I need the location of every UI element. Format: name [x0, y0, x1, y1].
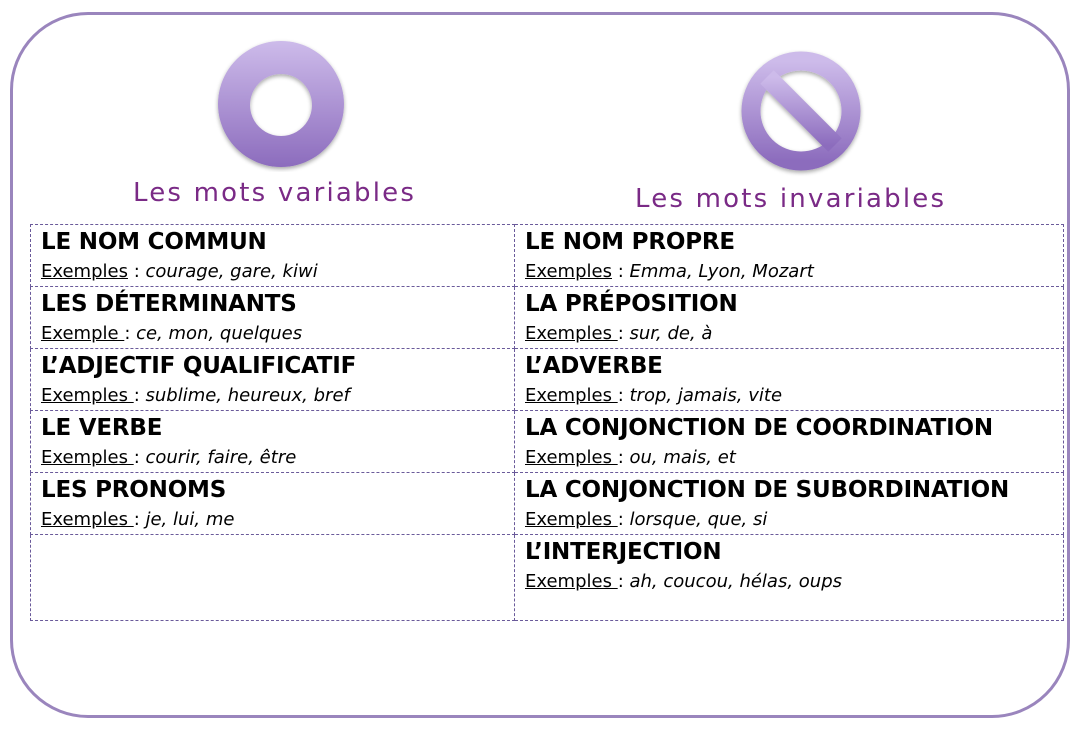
examples-line: [41, 506, 504, 534]
no-entry-icon: [734, 44, 868, 178]
cell-interjection: [515, 535, 1064, 621]
examples-line: [41, 444, 504, 472]
examples-separator: :: [611, 261, 630, 282]
examples-words: courir, faire, être: [145, 447, 297, 468]
item-title: LE NOM PROPRE: [525, 229, 735, 255]
examples-label: Exemples: [525, 447, 618, 468]
cell-determinants: [31, 287, 515, 349]
examples-line: [525, 506, 1053, 534]
examples-label: Exemples: [525, 571, 618, 592]
examples-separator: :: [133, 385, 146, 406]
examples-line: [525, 382, 1053, 410]
cell-coordination: [515, 411, 1064, 473]
examples-words: je, lui, me: [145, 509, 235, 530]
heading-variable-words: Les mots variables: [133, 178, 417, 208]
examples-line: [41, 258, 504, 286]
item-title: L’INTERJECTION: [525, 539, 722, 565]
cell-subordination: [515, 473, 1064, 535]
ring-icon: [214, 38, 348, 172]
examples-words: ce, mon, quelques: [136, 323, 303, 344]
examples-line: [525, 568, 1053, 596]
item-title: LA CONJONCTION DE COORDINATION: [525, 415, 993, 441]
item-title: LA CONJONCTION DE SUBORDINATION: [525, 477, 1010, 503]
cell-preposition: [515, 287, 1064, 349]
examples-label: Exemples: [525, 385, 618, 406]
cell-nom-propre: [515, 225, 1064, 287]
examples-words: Emma, Lyon, Mozart: [629, 261, 814, 282]
cell-pronoms: [31, 473, 515, 535]
examples-label: Exemples: [525, 323, 618, 344]
cell-verbe: [31, 411, 515, 473]
examples-line: [525, 320, 1053, 348]
table-row: [31, 349, 1064, 411]
heading-invariable-words: Les mots invariables: [635, 184, 947, 214]
examples-words: lorsque, que, si: [629, 509, 768, 530]
examples-line: [525, 258, 1053, 286]
word-classes-table: [30, 224, 1064, 621]
examples-label: Exemples: [41, 447, 134, 468]
examples-line: [525, 444, 1053, 472]
item-title: LES PRONOMS: [41, 477, 227, 503]
examples-separator: :: [127, 261, 146, 282]
examples-label: Exemples: [41, 509, 134, 530]
examples-separator: :: [617, 323, 630, 344]
table-row: [31, 225, 1064, 287]
item-title: L’ADJECTIF QUALIFICATIF: [41, 353, 357, 379]
table-row: [31, 287, 1064, 349]
cell-nom-commun: [31, 225, 515, 287]
cell-adjectif: [31, 349, 515, 411]
item-title: LA PRÉPOSITION: [525, 291, 738, 317]
item-title: LE NOM COMMUN: [41, 229, 267, 255]
examples-line: [41, 382, 504, 410]
examples-label: Exemples: [41, 261, 128, 282]
examples-separator: :: [617, 447, 630, 468]
item-title: LES DÉTERMINANTS: [41, 291, 297, 317]
examples-separator: :: [617, 571, 630, 592]
table-row: [31, 535, 1064, 621]
examples-separator: :: [124, 323, 137, 344]
examples-line: [41, 320, 504, 348]
examples-words: courage, gare, kiwi: [145, 261, 318, 282]
examples-separator: :: [617, 509, 630, 530]
examples-words: ah, coucou, hélas, oups: [629, 571, 843, 592]
table-row: [31, 473, 1064, 535]
item-title: L’ADVERBE: [525, 353, 663, 379]
examples-separator: :: [617, 385, 630, 406]
examples-words: sur, de, à: [629, 323, 713, 344]
examples-label: Exemple: [41, 323, 125, 344]
examples-separator: :: [133, 509, 146, 530]
examples-label: Exemples: [525, 261, 612, 282]
examples-words: trop, jamais, vite: [629, 385, 783, 406]
examples-words: sublime, heureux, bref: [145, 385, 350, 406]
table-row: [31, 411, 1064, 473]
examples-label: Exemples: [525, 509, 618, 530]
examples-separator: :: [133, 447, 146, 468]
examples-words: ou, mais, et: [629, 447, 736, 468]
cell-empty: [31, 535, 515, 621]
examples-label: Exemples: [41, 385, 134, 406]
cell-adverbe: [515, 349, 1064, 411]
item-title: LE VERBE: [41, 415, 163, 441]
